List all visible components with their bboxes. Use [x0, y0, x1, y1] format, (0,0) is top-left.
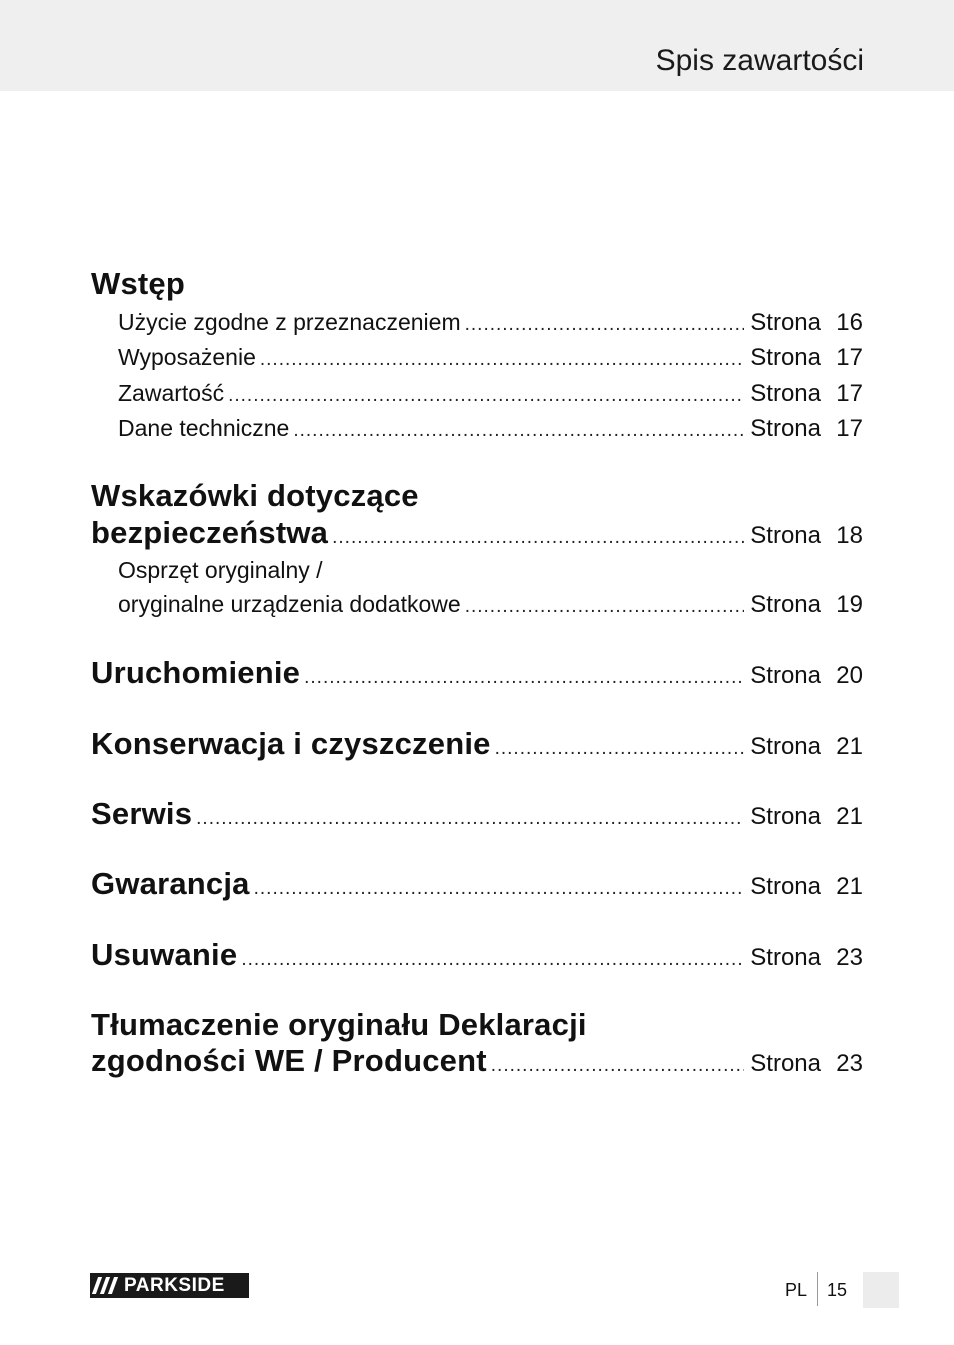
header-bar — [0, 0, 954, 91]
toc-item[interactable] — [91, 380, 863, 408]
dot-leader — [293, 420, 744, 442]
toc-item-label: Dane techniczne — [118, 415, 290, 441]
page-number: 20 — [836, 662, 863, 689]
page-number: 17 — [836, 380, 863, 407]
page-number: 21 — [836, 803, 863, 830]
toc-item-label: Użycie zgodne z przeznaczeniem — [118, 309, 461, 335]
footer-page-number: 15 — [827, 1280, 848, 1300]
toc-heading-safety: Wskazówki dotyczące — [91, 478, 419, 513]
parkside-logo — [90, 1273, 249, 1298]
toc-item[interactable] — [91, 344, 863, 372]
language-code: PL — [785, 1280, 808, 1300]
dot-leader — [332, 527, 744, 549]
footer-divider — [817, 1272, 818, 1306]
page-word: Strona — [750, 380, 821, 407]
dot-leader — [241, 949, 744, 971]
toc-item-service[interactable] — [91, 796, 863, 832]
page-number: 17 — [836, 344, 863, 371]
toc-item-label: Zawartość — [118, 380, 225, 406]
toc-heading-intro: Wstęp — [91, 266, 185, 301]
dot-leader — [228, 385, 744, 407]
page-word: Strona — [750, 344, 821, 371]
footer-tab-marker — [863, 1272, 899, 1308]
toc-item[interactable] — [91, 415, 863, 443]
toc-subitem-line: Osprzęt oryginalny / — [118, 557, 323, 583]
toc-item-label: Usuwanie — [91, 937, 238, 972]
page-number: 19 — [836, 591, 863, 618]
toc-item-maintenance[interactable] — [91, 726, 863, 762]
toc-item-declaration[interactable] — [91, 1043, 863, 1079]
page-number: 21 — [836, 733, 863, 760]
page-word: Strona — [750, 522, 821, 549]
toc-item-label: bezpieczeństwa — [91, 515, 329, 550]
toc-item-warranty[interactable] — [91, 866, 863, 902]
page-word: Strona — [750, 591, 821, 618]
toc-item-disposal[interactable] — [91, 937, 863, 973]
toc-item-label: Serwis — [91, 796, 193, 831]
page-number: 18 — [836, 522, 863, 549]
page-word: Strona — [750, 415, 821, 442]
brand-name: PARKSIDE — [124, 1274, 225, 1296]
page-word: Strona — [750, 873, 821, 900]
page-word: Strona — [750, 944, 821, 971]
page-number: 17 — [836, 415, 863, 442]
page-number: 23 — [836, 944, 863, 971]
dot-leader — [196, 808, 744, 830]
toc-item-label: Wyposażenie — [118, 344, 256, 370]
page-word: Strona — [750, 1050, 821, 1077]
page-number: 16 — [836, 309, 863, 336]
dot-leader — [465, 596, 745, 618]
page-number: 21 — [836, 873, 863, 900]
page-word: Strona — [750, 733, 821, 760]
page-word: Strona — [750, 803, 821, 830]
toc-item-label: oryginalne urządzenia dodatkowe — [118, 591, 461, 617]
toc-item-safety[interactable] — [91, 515, 863, 551]
logo-stripes-icon — [90, 1273, 122, 1298]
toc-item-label: Uruchomienie — [91, 655, 301, 690]
page-word: Strona — [750, 309, 821, 336]
dot-leader — [260, 349, 744, 371]
toc-item-startup[interactable] — [91, 655, 863, 691]
toc-heading-declaration: Tłumaczenie oryginału Deklaracji — [91, 1007, 587, 1042]
page-number: 23 — [836, 1050, 863, 1077]
dot-leader — [495, 738, 745, 760]
toc-item-label: Gwarancja — [91, 866, 250, 901]
dot-leader — [254, 878, 745, 900]
toc-item-label: Konserwacja i czyszczenie — [91, 726, 491, 761]
page-word: Strona — [750, 662, 821, 689]
dot-leader — [465, 314, 745, 336]
toc-item-label: zgodności WE / Producent — [91, 1043, 487, 1078]
toc-item[interactable] — [91, 591, 863, 619]
toc-item[interactable] — [91, 309, 863, 337]
dot-leader — [491, 1055, 745, 1077]
dot-leader — [304, 667, 744, 689]
page-title: Spis zawartości — [655, 44, 864, 77]
